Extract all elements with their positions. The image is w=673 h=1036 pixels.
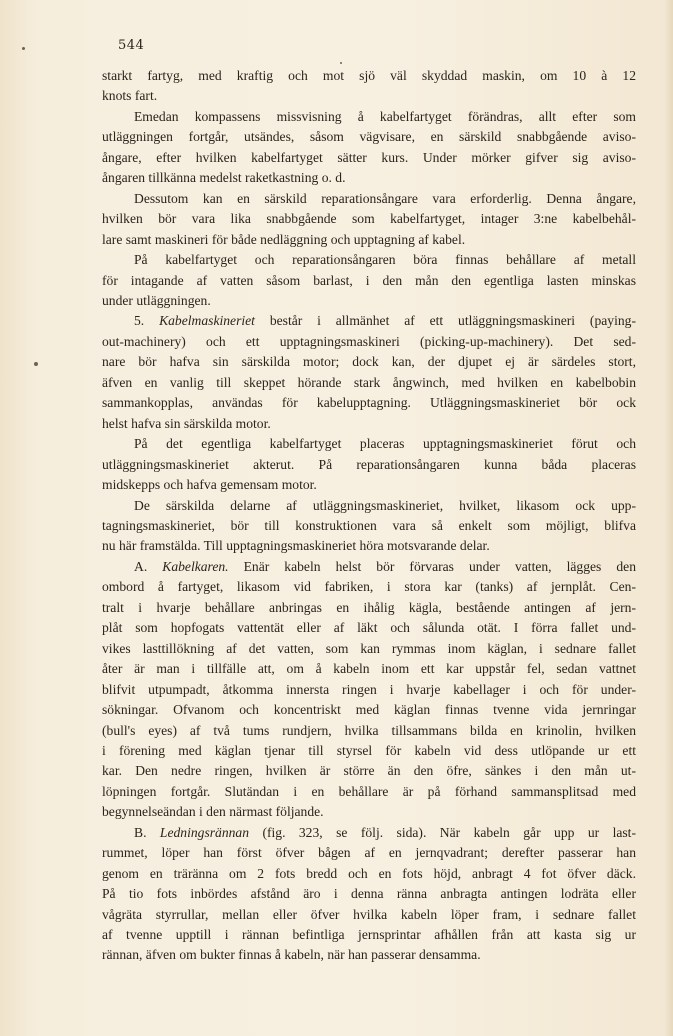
text-line: åter är man i tillfälle att, om å kabeln inom ett kar uppstår fel, sedan vattnet (102, 661, 636, 677)
body-text (102, 66, 636, 966)
text-line: utläggningsmaskineriet akterut. På reparationsångaren kunna båda placeras (102, 456, 636, 472)
page-number: 544 (118, 38, 145, 53)
text-line: tagningsmaskineriet, bör till konstruktionen vara så enkelt som möjligt, blifva (102, 517, 636, 533)
paper-speck (22, 47, 25, 50)
text-line: På kabelfartyget och reparationsångaren böra finnas behållare af metall (134, 252, 636, 268)
text-line: out-machinery) och ett upptagningsmaskineri (picking-up-machinery). Det sed- (102, 333, 636, 349)
paper-speck (34, 362, 38, 366)
section-letter: B. (134, 824, 147, 840)
section-heading-line (102, 557, 636, 577)
text-line: hvilken bör vara lika snabbgående som kabelfartyget, intager 3:ne kabelbehål- (102, 211, 636, 227)
text-line: ångaren tillkänna medelst raketkastning o. d. (102, 170, 346, 186)
text-run: består i allmänhet af ett utläggningsmaskineri (paying- (254, 313, 636, 329)
text-line: helst hafva sin särskilda motor. (102, 415, 271, 431)
text-line: lare samt maskineri för både nedläggning och upptagning af kabel. (102, 231, 466, 247)
text-line: De särskilda delarne af utläggningsmaskineriet, hvilket, likasom ock upp- (134, 497, 636, 513)
text-line: kar. Den nedre ringen, hvilken är större än den öfre, sänkes i den mån ut- (102, 763, 636, 779)
section-letter: A. (134, 558, 148, 574)
text-run: (fig. 323, se följ. sida). När kabeln går upp ur last- (249, 824, 636, 840)
text-line: vikes lasttillökning af det vatten, som kan rymmas inom käglan, i sednare fallet (102, 640, 636, 656)
text-line: utläggningen fortgår, utsändes, såsom vägvisare, en särskild snabbgående aviso- (102, 129, 636, 145)
text-line: af tvenne upptill i rännan befintliga jernsprintar afhållen från att kasta sig ur (102, 927, 636, 943)
section-heading-line (102, 823, 636, 843)
text-line: begynnelseändan i den närmast följande. (102, 804, 324, 820)
section-title: Kabelmaskineriet (159, 313, 255, 329)
text-line: På det egentliga kabelfartyget placeras upptagningsmaskineriet förut och (134, 436, 636, 452)
text-line: På tio fots inbördes afstånd äro i denna ränna anbragta antingen lodräta eller (102, 886, 636, 902)
text-line: löpningen fortgår. Slutändan i en behållare är på förhand sammansplitsad med (102, 783, 636, 799)
text-line: rännan, äfven om bukter finnas å kabeln, när han passerar densamma. (102, 947, 481, 963)
text-run: Enär kabeln helst bör förvaras under vatten, lägges den (228, 558, 636, 574)
text-line: genom en träränna om 2 fots bredd och en fots höjd, anbragt 4 fot öfver däck. (102, 865, 636, 881)
text-line: rummet, löper han först öfver bågen af en jernqvadrant; derefter passerar han (102, 845, 636, 861)
section-heading-line (102, 311, 636, 331)
text-line: tralt i hvarje behållare anbringas en ihålig kägla, bestående antingen af jern- (102, 599, 636, 615)
text-line: Dessutom kan en särskild reparationsångare vara erforderlig. Denna ångare, (134, 190, 636, 206)
text-line: nu här framstälda. Till upptagningsmaskineriet höra motsvarande delar. (102, 538, 490, 554)
text-line: i förening med käglan tjenar till styrsel för kabeln vid dess utlöpande ur ett (102, 742, 636, 758)
text-line: för intagande af vatten såsom barlast, i den mån den egentliga lasten minskas (102, 272, 636, 288)
text-line: under utläggningen. (102, 292, 211, 308)
text-line: ångare, efter hvilken kabelfartyget sätter kurs. Under mörker gifver sig aviso- (102, 149, 636, 165)
text-line: äfven en vanlig till skeppet hörande stark ångwinch, med hvilken en kabelbobin (102, 374, 636, 390)
text-line: nare bör hafva sin särskilda motor; dock kan, der djupet ej är särdeles stort, (102, 354, 636, 370)
paper-speck (340, 62, 342, 64)
text-line: vågräta styrrullar, mellan eller öfver hvilka kabeln löper fram, i sednare fallet (102, 906, 636, 922)
text-line: ombord å fartyget, likasom vid fabriken, i stora kar (tanks) af jernplåt. Cen- (102, 579, 636, 595)
text-line: (bull's eyes) af två tums rundjern, hvilka tillsammans bilda en krinolin, hvilken (102, 722, 636, 738)
text-line: sökningar. Ofvanom och koncentriskt med käglan finnas tvenne vida jernringar (102, 702, 636, 718)
text-line: blifvit utpumpadt, åtkomma innersta ringen i hvarje kabellager i och för under- (102, 681, 636, 697)
page-edge (665, 0, 673, 1036)
section-number: 5. (134, 313, 145, 329)
text-line: starkt fartyg, med kraftig och mot sjö väl skyddad maskin, om 10 à 12 (102, 68, 636, 83)
text-line: plåt som hopfogats vattentät eller af läkt och sålunda otät. I förra fallet und- (102, 620, 636, 636)
text-line: sammankopplas, användas för kabelupptagning. Utläggningsmaskineriet bör ock (102, 395, 636, 411)
text-line: midskepps och hafva gemensam motor. (102, 477, 317, 493)
section-title: Kabelkaren. (162, 558, 229, 574)
section-title: Ledningsrännan (159, 824, 250, 840)
text-line: knots fart. (102, 88, 158, 104)
text-line: Emedan kompassens missvisning å kabelfartyget förändras, allt efter som (134, 108, 636, 124)
